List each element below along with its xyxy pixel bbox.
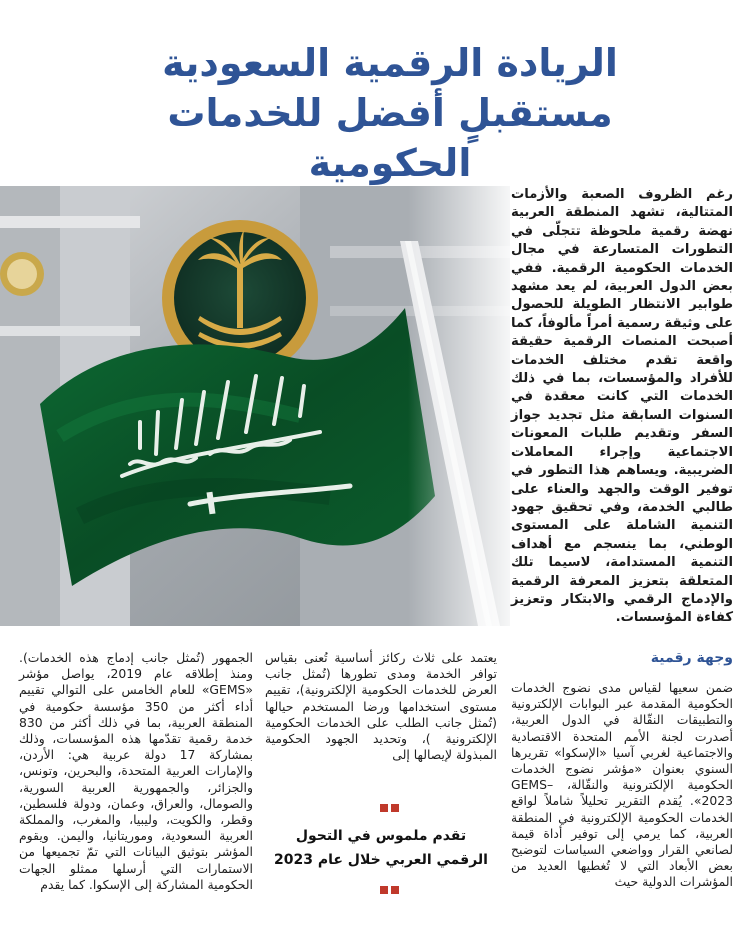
pull-quote-line-2: الرقمي العربي خلال عام 2023	[274, 852, 488, 868]
pull-quote	[265, 824, 497, 872]
lead-paragraph: رغم الظروف الصعبة والأزمات المتتالية، تشهد المنطقة العربية نهضة رقمية ملحوظة تتجلّى في التطورات المتسارعة في مجال الخدمات الحكومية الرقمية. ففي بعض الدول العربية، لم يعد مشهد طوابير الانتظار الطويلة للحصول على وثيقة رسمية أمراً مألوفاً، كما أصبحت المنصات الرقمية حقيقة واقعة تقدم مختلف الخدمات للأفراد والمؤسسات، بما في ذلك الخدمات التي كانت معقدة في السنوات السابقة مثل تجديد جواز السفر وتقديم طلبات المعونات الاجتماعية وإجراء المعاملات الضريبية. ويساهم هذا التطور في توفير الوقت والجهد والعناء على طالبي الخدمة، وفي تحقيق جهود التنمية الشاملة على المستوى الوطني، بما ينسجم مع أهداف التنمية المستدامة، لاسيما تلك المتعلقة بتعزيز المعرفة الرقمية والإدماج الرقمي والابتكار وتعزيز كفاءة المؤسسات.	[511, 187, 733, 626]
pull-quote-marker-top	[380, 804, 399, 812]
pull-quote-marker-bottom	[380, 886, 399, 894]
headline	[90, 38, 690, 188]
marker-square	[391, 804, 399, 812]
body-column-middle: يعتمد على ثلاث ركائز أساسية تُعنى بقياس توافر الخدمة ومدى تطورها (تُمثل جانب العرض للخدمات الحكومية الإلكترونية)، تقييم مستوى استخدامها ورضا المستخدم حيالها (تُمثل جانب الطلب على الخدمات الحكومية الإلكترونية )، وتحديد الجهود الحكومية المبذولة لإيصالها إلى	[265, 650, 497, 763]
body-column-left: الجمهور (تُمثل جانب إدماج هذه الخدمات). ومنذ إطلاقه عام 2019، يواصل مؤشر «GEMS» للعام الخامس على التوالي تقييم أداء أكثر من 350 مؤسسة حكومية في المنطقة العربية، بما في ذلك أكثر من 830 خدمة رقمية تقدّمها هذه المؤسسات، وذلك بمشاركة 17 دولة عربية هي: الأردن، والإمارات العربية المتحدة، والبحرين، وتونس، والجزائر، والجمهورية العربية السورية، والصومال، والعراق، وعمان، ودولة فلسطين، وقطر، والكويت، وليبيا، والمغرب، والمملكة العربية السعودية، وموريتانيا، واليمن. ويقوم المؤشر بتوثيق البيانات التي تمّ تجميعها من الاستمارات التي أرسلها ممثلو الجهات الحكومية المشاركة إلى الإسكوا. كما يقدم	[19, 650, 254, 892]
flag-photo	[0, 186, 510, 626]
marker-square	[380, 886, 388, 894]
flag-photo-illustration	[0, 186, 510, 626]
marker-square	[380, 804, 388, 812]
section-title: وجهة رقمية	[650, 650, 733, 666]
headline-line-1: الريادة الرقمية السعودية	[162, 41, 618, 85]
marker-square	[391, 886, 399, 894]
pull-quote-line-1: تقدم ملموس في التحول	[295, 828, 467, 844]
headline-line-2: مستقبلٍ أفضل للخدمات الحكومية	[167, 91, 613, 185]
body-column-right: ضمن سعيها لقياس مدى نضوج الخدمات الحكومية المقدمة عبر البوابات الإلكترونية والتطبيقات النقّالة في الدول العربية، أصدرت لجنة الأمم المتحدة الاقتصادية والاجتماعية لغربي آسيا «الإسكوا» تقريرها السنوي بعنوان «مؤشر نضوج الخدمات الحكومية الإلكترونية والنقّالة، GEMS–2023». يُقدم التقرير تحليلاً شاملاً لواقع الخدمات الحكومية الإلكترونية في المنطقة العربية، كما يرمي إلى توفير أداة قيمة لصانعي القرار وواضعي السياسات لتوضيح بعض الأبعاد التي لا تُغطيها العديد من المؤشرات الدولية حيث	[511, 680, 733, 890]
